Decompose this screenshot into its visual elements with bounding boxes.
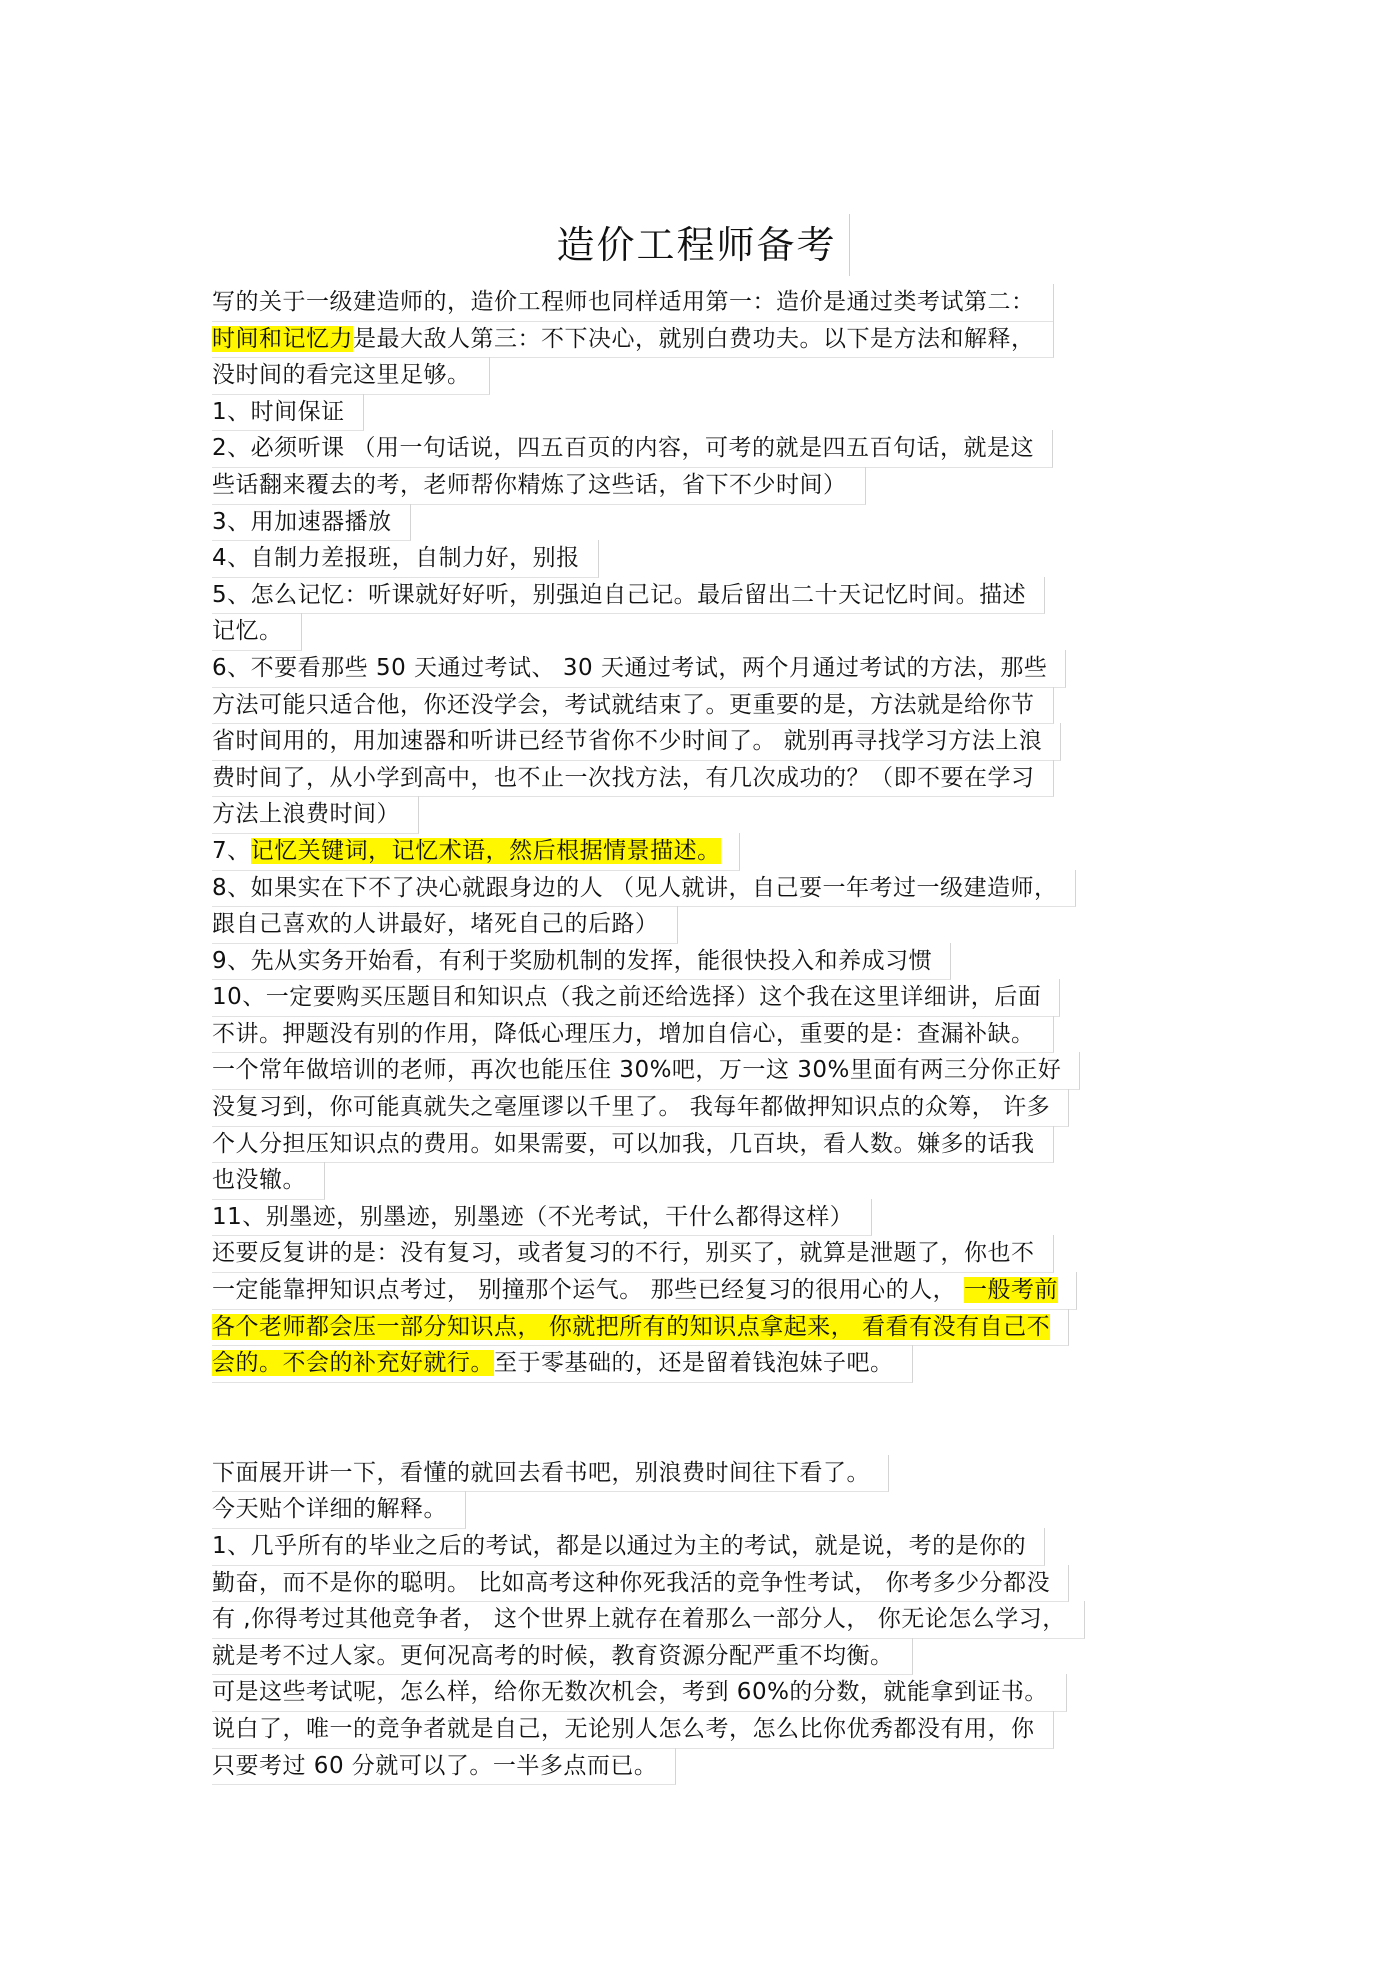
text-line-content: [212, 687, 1054, 725]
text-segment: 有 ,你得考过其他竞争者， 这个世界上就存在着那么一部分人， 你无论怎么学习，: [212, 1606, 1066, 1633]
text-segment: 些话翻来覆去的考，老师帮你精炼了这些话，省下不少时间）: [212, 471, 847, 498]
text-segment: 省时间用的，用加速器和听讲已经节省你不少时间了。 就别再寻找学习方法上浪: [212, 728, 1043, 755]
text-line-content: [212, 1711, 1054, 1749]
text-line: [212, 1455, 1192, 1492]
text-line: [212, 1601, 1192, 1638]
text-line: [212, 394, 1192, 431]
blank-line: [212, 1382, 1192, 1455]
text-segment: 今天贴个详细的解释。: [212, 1496, 447, 1523]
text-segment: 5、怎么记忆：听课就好好听，别强迫自己记。最后留出二十天记忆时间。描述: [212, 581, 1027, 608]
text-segment: 记忆。: [212, 618, 283, 645]
text-segment: 不讲。押题没有别的作用，降低心理压力，增加自信心，重要的是：查漏补缺。: [212, 1020, 1035, 1047]
text-line-content: [212, 1126, 1054, 1164]
text-line: [212, 1491, 1192, 1528]
text-segment: 也没辙。: [212, 1167, 306, 1194]
text-line: [212, 1126, 1192, 1163]
text-line: [212, 540, 1192, 577]
text-segment: 下面展开讲一下，看懂的就回去看书吧，别浪费时间往下看了。: [212, 1459, 870, 1486]
text-line: [212, 1309, 1192, 1346]
text-line: [212, 1345, 1192, 1382]
highlighted-text: 会的。不会的补充好就行。: [212, 1350, 494, 1377]
text-line: [212, 321, 1192, 358]
text-segment: 个人分担压知识点的费用。如果需要，可以加我，几百块，看人数。嫌多的话我: [212, 1130, 1035, 1157]
text-line-content: [212, 1638, 913, 1676]
text-line-content: [212, 540, 599, 578]
text-line: [212, 1748, 1192, 1785]
text-line: [212, 943, 1192, 980]
highlighted-text: 记忆关键词，记忆术语，然后根据情景描述。: [250, 837, 721, 864]
text-segment: 还要反复讲的是：没有复习，或者复习的不行，别买了，就算是泄题了，你也不: [212, 1240, 1035, 1267]
text-line-content: [212, 1309, 1069, 1347]
text-line-content: [212, 943, 951, 981]
text-segment: 3、用加速器播放: [212, 508, 392, 535]
text-segment: 1、几乎所有的毕业之后的考试，都是以通过为主的考试，就是说，考的是你的: [212, 1533, 1027, 1559]
text-line: [212, 1711, 1192, 1748]
text-line-content: [212, 1565, 1069, 1603]
text-line: [212, 906, 1192, 943]
text-segment: 勤奋，而不是你的聪明。 比如高考这种你死我活的竞争性考试， 你考多少分都没: [212, 1569, 1051, 1596]
text-segment: 说白了，唯一的竞争者就是自己，无论别人怎么考，怎么比你优秀都没有用，你: [212, 1715, 1035, 1742]
text-segment: 6、不要看那些 50 天通过考试、 30 天通过考试，两个月通过考试的方法，那些: [212, 654, 1048, 681]
text-segment: 1、时间保证: [212, 398, 345, 425]
text-segment: 一定能靠押知识点考过， 别撞那个运气。 那些已经复习的很用心的人，: [212, 1277, 964, 1304]
text-line: [212, 796, 1192, 833]
document-title: [0, 214, 1394, 276]
text-line-content: [212, 650, 1066, 688]
text-line-content: [212, 1162, 325, 1200]
text-line-content: [212, 1345, 913, 1383]
text-line-content: [212, 1491, 466, 1529]
text-line: [212, 1016, 1192, 1053]
text-line-content: [212, 1272, 1077, 1310]
text-line: [212, 1089, 1192, 1126]
text-line: [212, 723, 1192, 760]
text-line: [212, 1052, 1192, 1089]
text-segment: 8、如果实在下不了决心就跟身边的人 （见人就讲，自己要一年考过一级建造师，: [212, 874, 1058, 901]
text-line: [212, 833, 1192, 870]
text-segment: 跟自己喜欢的人讲最好，堵死自己的后路）: [212, 911, 659, 938]
text-segment: 只要考过 60 分就可以了。一半多点而已。: [212, 1752, 658, 1779]
text-segment: 11、别墨迹，别墨迹，别墨迹（不光考试，干什么都得这样）: [212, 1203, 854, 1230]
text-segment: 方法可能只适合他，你还没学会，考试就结束了。更重要的是，方法就是给你节: [212, 691, 1035, 718]
text-line-content: [212, 1601, 1085, 1639]
text-line: [212, 1235, 1192, 1272]
text-line: [212, 687, 1192, 724]
text-line: [212, 284, 1192, 321]
text-segment: 9、先从实务开始看，有利于奖励机制的发挥，能很快投入和养成习惯: [212, 947, 933, 974]
text-segment: 一个常年做培训的老师，再次也能压住 30%吧，万一这 30%里面有两三分你正好: [212, 1057, 1062, 1084]
text-line-content: [212, 321, 1054, 359]
text-segment: 2、必须听课 （用一句话说，四五百页的内容，可考的就是四五百句话，就是这: [212, 435, 1034, 462]
text-line-content: [212, 1089, 1069, 1127]
text-segment: 没复习到，你可能真就失之毫厘谬以千里了。 我每年都做押知识点的众筹， 许多: [212, 1094, 1051, 1121]
text-line: [212, 760, 1192, 797]
highlighted-text: 各个老师都会压一部分知识点， 你就把所有的知识点拿起来， 看看有没有自己不: [212, 1313, 1051, 1340]
text-line: [212, 577, 1192, 614]
document-body: [212, 284, 1192, 1784]
text-line: [212, 1674, 1192, 1711]
text-line: [212, 613, 1192, 650]
text-line: [212, 1528, 1192, 1565]
title-text: 造价工程师备考: [544, 214, 849, 276]
text-segment: 没时间的看完这里足够。: [212, 362, 471, 389]
text-line-content: [212, 796, 419, 834]
text-segment: 4、自制力差报班，自制力好，别报: [212, 545, 580, 572]
text-line: [212, 1638, 1192, 1675]
text-segment: 可是这些考试呢，怎么样，给你无数次机会，考到 60%的分数，就能拿到证书。: [212, 1679, 1048, 1706]
text-line-content: [212, 504, 411, 542]
text-line: [212, 430, 1192, 467]
text-line-content: [212, 870, 1076, 908]
text-line-content: [212, 1016, 1054, 1054]
text-line-content: [212, 723, 1061, 761]
text-segment: 是最大敌人第三：不下决心，就别白费功夫。以下是方法和解释，: [353, 325, 1035, 352]
text-line: [212, 467, 1192, 504]
text-line-content: [212, 394, 364, 432]
text-line-content: [212, 1199, 872, 1237]
text-line-content: [212, 760, 1054, 798]
text-line: [212, 1162, 1192, 1199]
text-line-content: [212, 430, 1053, 468]
text-segment: 费时间了，从小学到高中，也不止一次找方法，有几次成功的？（即不要在学习: [212, 764, 1035, 791]
text-line-content: [212, 906, 678, 944]
text-line: [212, 504, 1192, 541]
text-line-content: [212, 1235, 1054, 1273]
text-line: [212, 357, 1192, 394]
text-segment: 写的关于一级建造师的，造价工程师也同样适用第一：造价是通过类考试第二：: [212, 289, 1035, 315]
text-line: [212, 1565, 1192, 1602]
text-segment: 10、一定要购买压题目和知识点（我之前还给选择）这个我在这里详细讲，后面: [212, 984, 1042, 1011]
text-line-content: [212, 1455, 889, 1493]
text-line: [212, 870, 1192, 907]
text-line-content: [212, 1748, 676, 1786]
text-segment: 7、: [212, 837, 251, 864]
text-segment: 至于零基础的，还是留着钱泡妹子吧。: [494, 1350, 894, 1377]
text-line-content: [212, 357, 490, 395]
text-line-content: [212, 1052, 1080, 1090]
text-line: [212, 979, 1192, 1016]
text-line-content: [212, 467, 866, 505]
text-line: [212, 1272, 1192, 1309]
text-line-content: [212, 833, 740, 871]
text-line: [212, 1199, 1192, 1236]
text-line-content: [212, 979, 1060, 1017]
text-segment: 方法上浪费时间）: [212, 801, 400, 828]
text-line-content: [212, 1674, 1067, 1712]
text-line-content: [212, 284, 1054, 322]
highlighted-text: 时间和记忆力: [212, 325, 353, 352]
text-line: [212, 650, 1192, 687]
text-line-content: [212, 1528, 1045, 1566]
text-line-content: [212, 577, 1045, 615]
highlighted-text: 一般考前: [963, 1277, 1058, 1304]
text-segment: 就是考不过人家。更何况高考的时候，教育资源分配严重不均衡。: [212, 1642, 894, 1669]
text-line-content: [212, 613, 302, 651]
